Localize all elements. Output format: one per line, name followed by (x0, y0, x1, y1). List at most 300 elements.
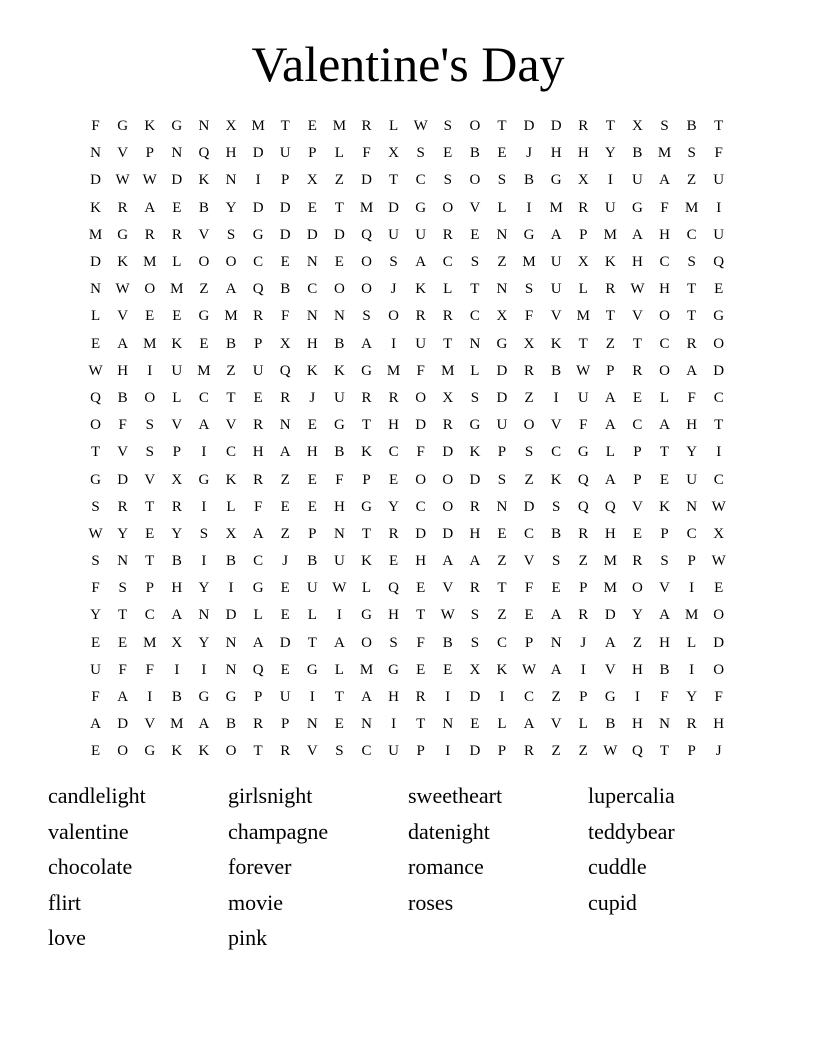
grid-letter: Y (632, 607, 643, 624)
grid-letter: P (633, 471, 642, 488)
grid-letter: T (605, 118, 615, 135)
grid-letter: T (497, 580, 507, 597)
grid-letter: U (388, 226, 399, 243)
grid-letter: O (90, 417, 101, 434)
grid-letter: H (659, 281, 670, 298)
grid-letter: A (279, 444, 291, 461)
grid-letter: B (307, 553, 318, 570)
grid-letter: G (198, 689, 210, 706)
grid-letter: F (416, 444, 425, 461)
grid-letter: P (281, 716, 290, 733)
word-item: cuddle (588, 854, 647, 879)
grid-letter: K (171, 743, 183, 760)
grid-letter: M (224, 308, 238, 325)
grid-letter: Z (524, 471, 534, 488)
grid-letter: P (579, 226, 588, 243)
grid-letter: R (415, 308, 426, 325)
grid-letter: N (306, 254, 318, 271)
grid-letter: K (659, 498, 670, 515)
grid-letter: G (198, 308, 210, 325)
grid-letter: C (144, 607, 155, 624)
grid-letter: E (416, 580, 426, 597)
grid-letter: G (361, 607, 372, 624)
grid-letter: T (416, 607, 426, 624)
grid-letter: H (632, 716, 643, 733)
grid-letter: O (442, 199, 454, 216)
grid-letter: M (359, 199, 374, 216)
grid-letter: M (549, 199, 563, 216)
grid-letter: G (388, 661, 399, 678)
grid-letter: Y (225, 199, 237, 216)
grid-letter: A (198, 417, 210, 434)
grid-letter: B (171, 553, 182, 570)
grid-letter: Z (578, 553, 588, 570)
grid-row (82, 222, 732, 249)
word-item: flirt (48, 889, 81, 915)
grid-letter: H (659, 226, 670, 243)
grid-letter: E (551, 580, 561, 597)
grid-letter: G (361, 362, 372, 379)
grid-letter: F (91, 118, 100, 135)
grid-letter: R (578, 199, 589, 216)
grid-letter: O (225, 254, 237, 271)
grid-letter: E (443, 145, 453, 162)
grid-letter: G (333, 417, 345, 434)
grid-letter: T (361, 417, 372, 434)
grid-letter: D (415, 525, 427, 542)
grid-letter: T (361, 525, 372, 542)
grid-letter: S (362, 308, 371, 325)
grid-letter: W (115, 172, 130, 189)
grid-letter: D (469, 471, 481, 488)
grid-letter: I (201, 553, 207, 570)
grid-letter: G (117, 226, 129, 243)
grid-letter: A (550, 607, 562, 624)
grid-letter: E (145, 308, 155, 325)
grid-letter: M (576, 308, 590, 325)
grid-letter: E (443, 661, 453, 678)
grid-letter: C (713, 471, 724, 488)
grid-letter: E (280, 580, 290, 597)
grid-letter: T (334, 689, 344, 706)
grid-letter: K (604, 254, 616, 271)
grid-letter: X (442, 389, 454, 406)
grid-letter: P (145, 580, 154, 597)
grid-row (82, 575, 732, 602)
grid-letter: G (361, 498, 372, 515)
grid-letter: V (523, 553, 535, 570)
grid-row (82, 548, 732, 575)
grid-letter: F (118, 417, 127, 434)
grid-letter: G (469, 417, 481, 434)
grid-letter: T (226, 389, 236, 406)
grid-letter: D (361, 172, 372, 189)
grid-letter: D (388, 199, 399, 216)
grid-letter: A (659, 417, 670, 434)
grid-letter: D (496, 389, 508, 406)
grid-letter: Q (713, 254, 725, 271)
grid-letter: F (660, 689, 669, 706)
grid-letter: R (686, 335, 697, 352)
grid-letter: V (171, 417, 183, 434)
grid-letter: I (553, 389, 559, 406)
grid-letter: K (144, 118, 156, 135)
grid-letter: A (225, 281, 237, 298)
grid-row (82, 711, 732, 738)
grid-letter: M (603, 226, 617, 243)
grid-letter: U (171, 362, 183, 379)
grid-letter: R (171, 226, 182, 243)
grid-letter: R (253, 471, 264, 488)
grid-letter: D (713, 362, 725, 379)
grid-letter: T (145, 498, 155, 515)
grid-letter: N (225, 634, 237, 651)
grid-letter: W (332, 580, 347, 597)
grid-letter: B (280, 281, 291, 298)
grid-letter: R (361, 389, 372, 406)
grid-letter: V (604, 661, 616, 678)
grid-letter: I (445, 689, 451, 706)
grid-letter: E (172, 199, 182, 216)
grid-letter: P (253, 689, 263, 706)
grid-letter: R (578, 118, 589, 135)
grid-letter: F (714, 145, 723, 162)
grid-letter: D (90, 254, 101, 271)
grid-letter: R (415, 689, 426, 706)
word-item: lupercalia (588, 783, 675, 808)
grid-letter: B (442, 634, 453, 651)
grid-letter: A (361, 689, 372, 706)
grid-letter: H (117, 362, 129, 379)
grid-letter: T (280, 118, 290, 135)
grid-letter: R (253, 308, 264, 325)
grid-letter: E (118, 634, 128, 651)
grid-letter: W (603, 743, 618, 760)
grid-letter: U (632, 172, 643, 189)
grid-letter: A (442, 553, 454, 570)
grid-letter: M (359, 661, 374, 678)
grid-letter: N (496, 498, 508, 515)
word-column (48, 778, 228, 956)
grid-letter: U (496, 417, 508, 434)
grid-row (82, 738, 732, 765)
grid-letter: C (659, 335, 670, 352)
word-item: teddybear (588, 818, 675, 844)
grid-letter: V (550, 716, 562, 733)
grid-letter: R (280, 743, 291, 760)
grid-letter: J (390, 281, 397, 298)
grid-letter: M (522, 254, 536, 271)
grid-letter: D (333, 226, 345, 243)
grid-letter: I (526, 199, 532, 216)
grid-letter: N (90, 145, 101, 162)
grid-letter: U (279, 689, 291, 706)
grid-letter: C (253, 254, 264, 271)
grid-letter: O (632, 580, 643, 597)
grid-letter: O (415, 389, 427, 406)
grid-letter: M (684, 199, 699, 216)
grid-letter: C (415, 172, 426, 189)
grid-letter: W (413, 118, 428, 135)
grid-letter: S (443, 118, 452, 135)
grid-letter: O (659, 308, 670, 325)
grid-letter: E (632, 389, 642, 406)
grid-letter: T (578, 335, 588, 352)
grid-letter: T (443, 335, 453, 352)
grid-row (82, 249, 732, 276)
word-item: forever (228, 854, 292, 879)
grid-letter: U (550, 281, 562, 298)
grid-letter: W (630, 281, 645, 298)
grid-letter: R (524, 362, 535, 379)
word-item: chocolate (48, 854, 133, 879)
grid-letter: T (90, 444, 101, 461)
grid-letter: D (604, 607, 616, 624)
grid-letter: S (145, 444, 154, 461)
grid-letter: A (252, 634, 264, 651)
grid-letter: T (714, 118, 724, 135)
grid-letter: C (551, 444, 562, 461)
grid-letter: E (334, 716, 344, 733)
grid-letter: F (579, 417, 588, 434)
grid-letter: Z (497, 553, 507, 570)
grid-letter: T (334, 199, 344, 216)
grid-letter: B (226, 716, 237, 733)
grid-letter: V (442, 580, 454, 597)
grid-letter: L (90, 308, 101, 325)
grid-letter: E (145, 525, 155, 542)
grid-letter: Z (578, 743, 588, 760)
grid-letter: K (469, 444, 481, 461)
grid-letter: C (388, 444, 399, 461)
grid-letter: G (90, 471, 101, 488)
grid-letter: O (469, 118, 481, 135)
grid-letter: H (225, 145, 237, 162)
grid-letter: D (279, 226, 291, 243)
grid-letter: U (415, 335, 427, 352)
grid-letter: D (523, 118, 535, 135)
grid-letter: O (659, 362, 670, 379)
grid-letter: C (226, 444, 237, 461)
grid-letter: W (115, 281, 130, 298)
grid-letter: N (469, 335, 481, 352)
grid-letter: C (415, 498, 426, 515)
grid-letter: N (333, 525, 345, 542)
grid-letter: Z (280, 525, 290, 542)
grid-letter: W (88, 525, 103, 542)
grid-letter: E (90, 335, 101, 352)
grid-letter: H (632, 661, 643, 678)
grid-letter: T (659, 743, 670, 760)
grid-letter: R (632, 362, 643, 379)
grid-letter: M (143, 634, 157, 651)
grid-letter: Z (551, 743, 561, 760)
grid-letter: M (143, 254, 157, 271)
grid-letter: L (659, 389, 670, 406)
grid-letter: G (252, 580, 264, 597)
grid-letter: I (391, 335, 397, 352)
grid-letter: S (687, 254, 696, 271)
grid-letter: K (550, 471, 562, 488)
grid-letter: I (689, 580, 695, 597)
grid-letter: R (442, 226, 453, 243)
grid-letter: K (361, 444, 372, 461)
grid-letter: T (687, 281, 697, 298)
word-item: champagne (228, 818, 329, 844)
grid-letter: B (117, 389, 128, 406)
grid-letter: P (145, 145, 154, 162)
grid-row (82, 385, 732, 412)
grid-letter: R (388, 389, 399, 406)
grid-letter: S (226, 226, 236, 243)
grid-letter: F (91, 689, 100, 706)
grid-letter: L (172, 389, 182, 406)
grid-letter: F (687, 389, 696, 406)
grid-letter: C (659, 254, 670, 271)
grid-letter: E (714, 281, 724, 298)
grid-letter: T (659, 444, 670, 461)
grid-letter: P (579, 580, 588, 597)
word-item: cupid (588, 889, 637, 915)
grid-letter: N (550, 634, 562, 651)
grid-letter: G (252, 226, 264, 243)
grid-letter: O (361, 254, 372, 271)
grid-letter: C (632, 417, 643, 434)
grid-letter: E (307, 498, 317, 515)
grid-letter: M (441, 362, 455, 379)
grid-letter: R (388, 525, 399, 542)
grid-letter: N (225, 661, 237, 678)
grid-letter: H (713, 716, 725, 733)
grid-letter: A (686, 362, 698, 379)
grid-letter: W (711, 553, 726, 570)
grid-letter: O (442, 471, 454, 488)
grid-letter: S (91, 553, 100, 570)
grid-letter: Y (90, 607, 101, 624)
grid-letter: R (117, 199, 128, 216)
grid-letter: F (524, 308, 534, 325)
grid-letter: M (170, 281, 184, 298)
grid-letter: X (225, 118, 237, 135)
grid-letter: N (361, 716, 372, 733)
grid-letter: D (415, 417, 427, 434)
grid-letter: L (172, 254, 182, 271)
grid-letter: A (333, 634, 345, 651)
grid-letter: A (469, 553, 481, 570)
grid-letter: M (603, 553, 617, 570)
grid-letter: A (604, 389, 616, 406)
grid-letter: I (499, 689, 505, 706)
grid-row (82, 358, 732, 385)
grid-letter: K (198, 172, 210, 189)
grid-letter: X (713, 525, 725, 542)
grid-letter: G (496, 335, 508, 352)
word-column (228, 778, 408, 956)
grid-letter: R (605, 281, 616, 298)
letter-grid (82, 113, 732, 766)
grid-letter: A (550, 661, 562, 678)
grid-letter: U (90, 661, 101, 678)
grid-letter: S (524, 281, 534, 298)
grid-letter: E (497, 525, 507, 542)
grid-letter: C (524, 689, 535, 706)
grid-letter: C (469, 308, 480, 325)
grid-letter: Q (279, 362, 291, 379)
grid-letter: C (307, 281, 318, 298)
grid-letter: J (309, 389, 316, 406)
grid-letter: A (90, 716, 101, 733)
grid-letter: Y (686, 689, 698, 706)
grid-letter: G (144, 743, 156, 760)
grid-letter: Q (604, 498, 616, 515)
grid-letter: F (281, 308, 290, 325)
grid-letter: A (604, 471, 616, 488)
grid-letter: Z (605, 335, 615, 352)
grid-letter: R (442, 308, 453, 325)
grid-letter: B (226, 335, 237, 352)
grid-letter: X (279, 335, 291, 352)
grid-letter: E (307, 199, 317, 216)
word-item: candlelight (48, 783, 146, 808)
grid-letter: V (550, 308, 562, 325)
grid-letter: H (252, 444, 264, 461)
grid-letter: Y (117, 525, 129, 542)
grid-letter: J (580, 634, 587, 651)
grid-letter: H (632, 254, 643, 271)
grid-letter: L (307, 607, 317, 624)
grid-letter: K (415, 281, 427, 298)
grid-letter: Z (280, 471, 290, 488)
grid-letter: T (118, 607, 128, 624)
grid-letter: S (335, 743, 344, 760)
grid-letter: M (657, 145, 672, 162)
grid-letter: U (279, 145, 291, 162)
grid-letter: D (550, 118, 562, 135)
grid-letter: E (280, 607, 290, 624)
grid-letter: B (469, 145, 480, 162)
grid-letter: E (90, 634, 101, 651)
grid-letter: I (716, 199, 722, 216)
grid-letter: R (280, 389, 291, 406)
grid-letter: R (469, 498, 480, 515)
grid-letter: P (308, 145, 317, 162)
grid-letter: W (440, 607, 455, 624)
grid-letter: R (117, 498, 128, 515)
grid-letter: L (334, 661, 344, 678)
grid-row (82, 494, 732, 521)
grid-letter: W (88, 362, 103, 379)
grid-letter: U (686, 471, 698, 488)
grid-letter: I (174, 661, 180, 678)
grid-letter: R (144, 226, 155, 243)
grid-letter: Y (198, 580, 210, 597)
grid-letter: Z (226, 362, 236, 379)
grid-letter: R (253, 417, 264, 434)
grid-letter: N (90, 281, 101, 298)
grid-letter: F (118, 661, 127, 678)
grid-letter: G (604, 689, 616, 706)
grid-letter: J (715, 743, 722, 760)
grid-letter: I (201, 661, 207, 678)
grid-letter: D (252, 145, 264, 162)
grid-letter: M (143, 335, 157, 352)
grid-letter: C (361, 743, 372, 760)
grid-letter: L (687, 634, 697, 651)
grid-letter: O (469, 172, 481, 189)
grid-letter: R (361, 118, 372, 135)
grid-letter: E (632, 525, 642, 542)
grid-letter: K (225, 471, 237, 488)
